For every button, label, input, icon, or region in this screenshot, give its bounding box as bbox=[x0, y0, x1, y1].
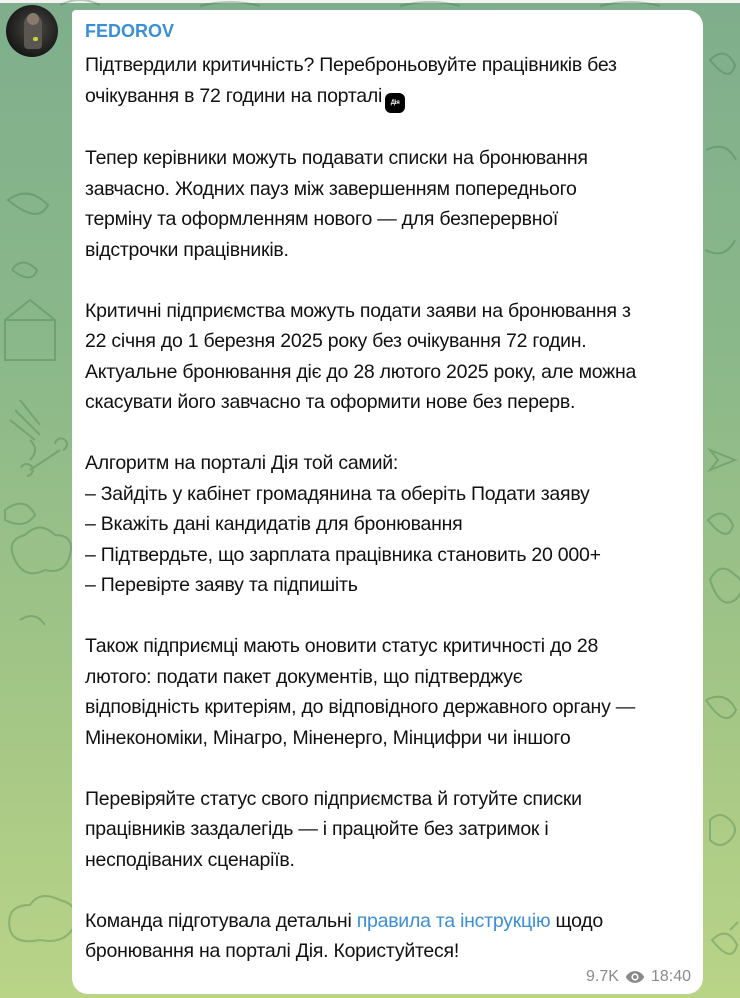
list-item: – Підтвердьте, що зарплата працівника становить 20 000+ bbox=[85, 543, 601, 566]
text-line: відстрочки працівників. bbox=[85, 238, 289, 261]
text-segment: щодо bbox=[550, 909, 604, 932]
window-top-edge bbox=[0, 0, 740, 3]
text-line: Актуальне бронювання діє до 28 лютого 2025 року, але можна bbox=[85, 360, 637, 383]
paragraph-check-status bbox=[85, 784, 685, 876]
text-line: скасувати його завчасно та оформити нове без перерв. bbox=[85, 391, 576, 413]
message-bubble bbox=[72, 10, 703, 994]
rules-instructions-link[interactable]: правила та інструкцію bbox=[356, 909, 551, 932]
paragraph-critical-enterprises bbox=[85, 296, 685, 418]
list-item: – Перевірте заяву та підпишіть bbox=[85, 574, 358, 596]
text-line-with-link bbox=[85, 906, 685, 937]
paragraph-instructions bbox=[85, 906, 685, 967]
text-line: завчасно. Жодних пауз між завершенням попереднього bbox=[85, 177, 577, 200]
text-line: відповідність критеріям, до відповідного державного органу — bbox=[85, 696, 635, 718]
text-line: Підтвердили критичність? Переброньовуйте працівників без bbox=[85, 54, 617, 76]
text-line: Мінекономіки, Мінагро, Міненерго, Мінцифри чи іншого bbox=[85, 726, 571, 749]
avatar-highlight bbox=[33, 37, 38, 41]
channel-avatar[interactable] bbox=[6, 5, 58, 57]
text-line: Алгоритм на порталі Дія той самий: bbox=[85, 452, 399, 474]
message-meta bbox=[586, 968, 691, 986]
sender-name[interactable]: FEDOROV bbox=[85, 21, 175, 41]
list-item: – Вкажіть дані кандидатів для бронювання bbox=[85, 513, 463, 535]
message-text bbox=[85, 50, 685, 967]
text-line: працівників заздалегідь — і працюйте без затримок і bbox=[85, 818, 549, 840]
text-line: бронювання на порталі Дія. Користуйтеся! bbox=[85, 940, 459, 962]
text-line: очікування в 72 години на порталі bbox=[85, 84, 383, 107]
text-line: Також підприємці мають оновити статус критичності до 28 bbox=[85, 635, 599, 657]
paragraph-algorithm bbox=[85, 448, 685, 601]
text-line: Тепер керівники можуть подавати списки на бронювання bbox=[85, 147, 588, 169]
message-time: 18:40 bbox=[650, 968, 691, 985]
text-line: лютого: подати пакет документів, що підтверджує bbox=[85, 665, 523, 688]
text-line: терміну та оформленням нового — для безперервної bbox=[85, 208, 559, 230]
view-count: 9.7K bbox=[586, 968, 619, 985]
text-line-with-icon bbox=[85, 81, 685, 113]
list-item: – Зайдіть у кабінет громадянина та оберіть Подати заяву bbox=[85, 482, 590, 505]
text-segment: Команда підготувала детальні bbox=[85, 909, 357, 932]
paragraph-intro bbox=[85, 50, 685, 113]
paragraph-update-status bbox=[85, 631, 685, 753]
paragraph-managers bbox=[85, 143, 685, 265]
eye-icon bbox=[625, 970, 645, 984]
text-line: 22 січня до 1 березня 2025 року без очікування 72 годин. bbox=[85, 330, 587, 352]
text-line: Перевіряйте статус свого підприємства й готуйте списки bbox=[85, 787, 582, 810]
text-line: несподіваних сценаріїв. bbox=[85, 848, 295, 871]
avatar-head bbox=[27, 13, 39, 25]
text-line: Критичні підприємства можуть подати заяви на бронювання з bbox=[85, 299, 631, 322]
diia-app-icon: Дія bbox=[385, 93, 405, 113]
